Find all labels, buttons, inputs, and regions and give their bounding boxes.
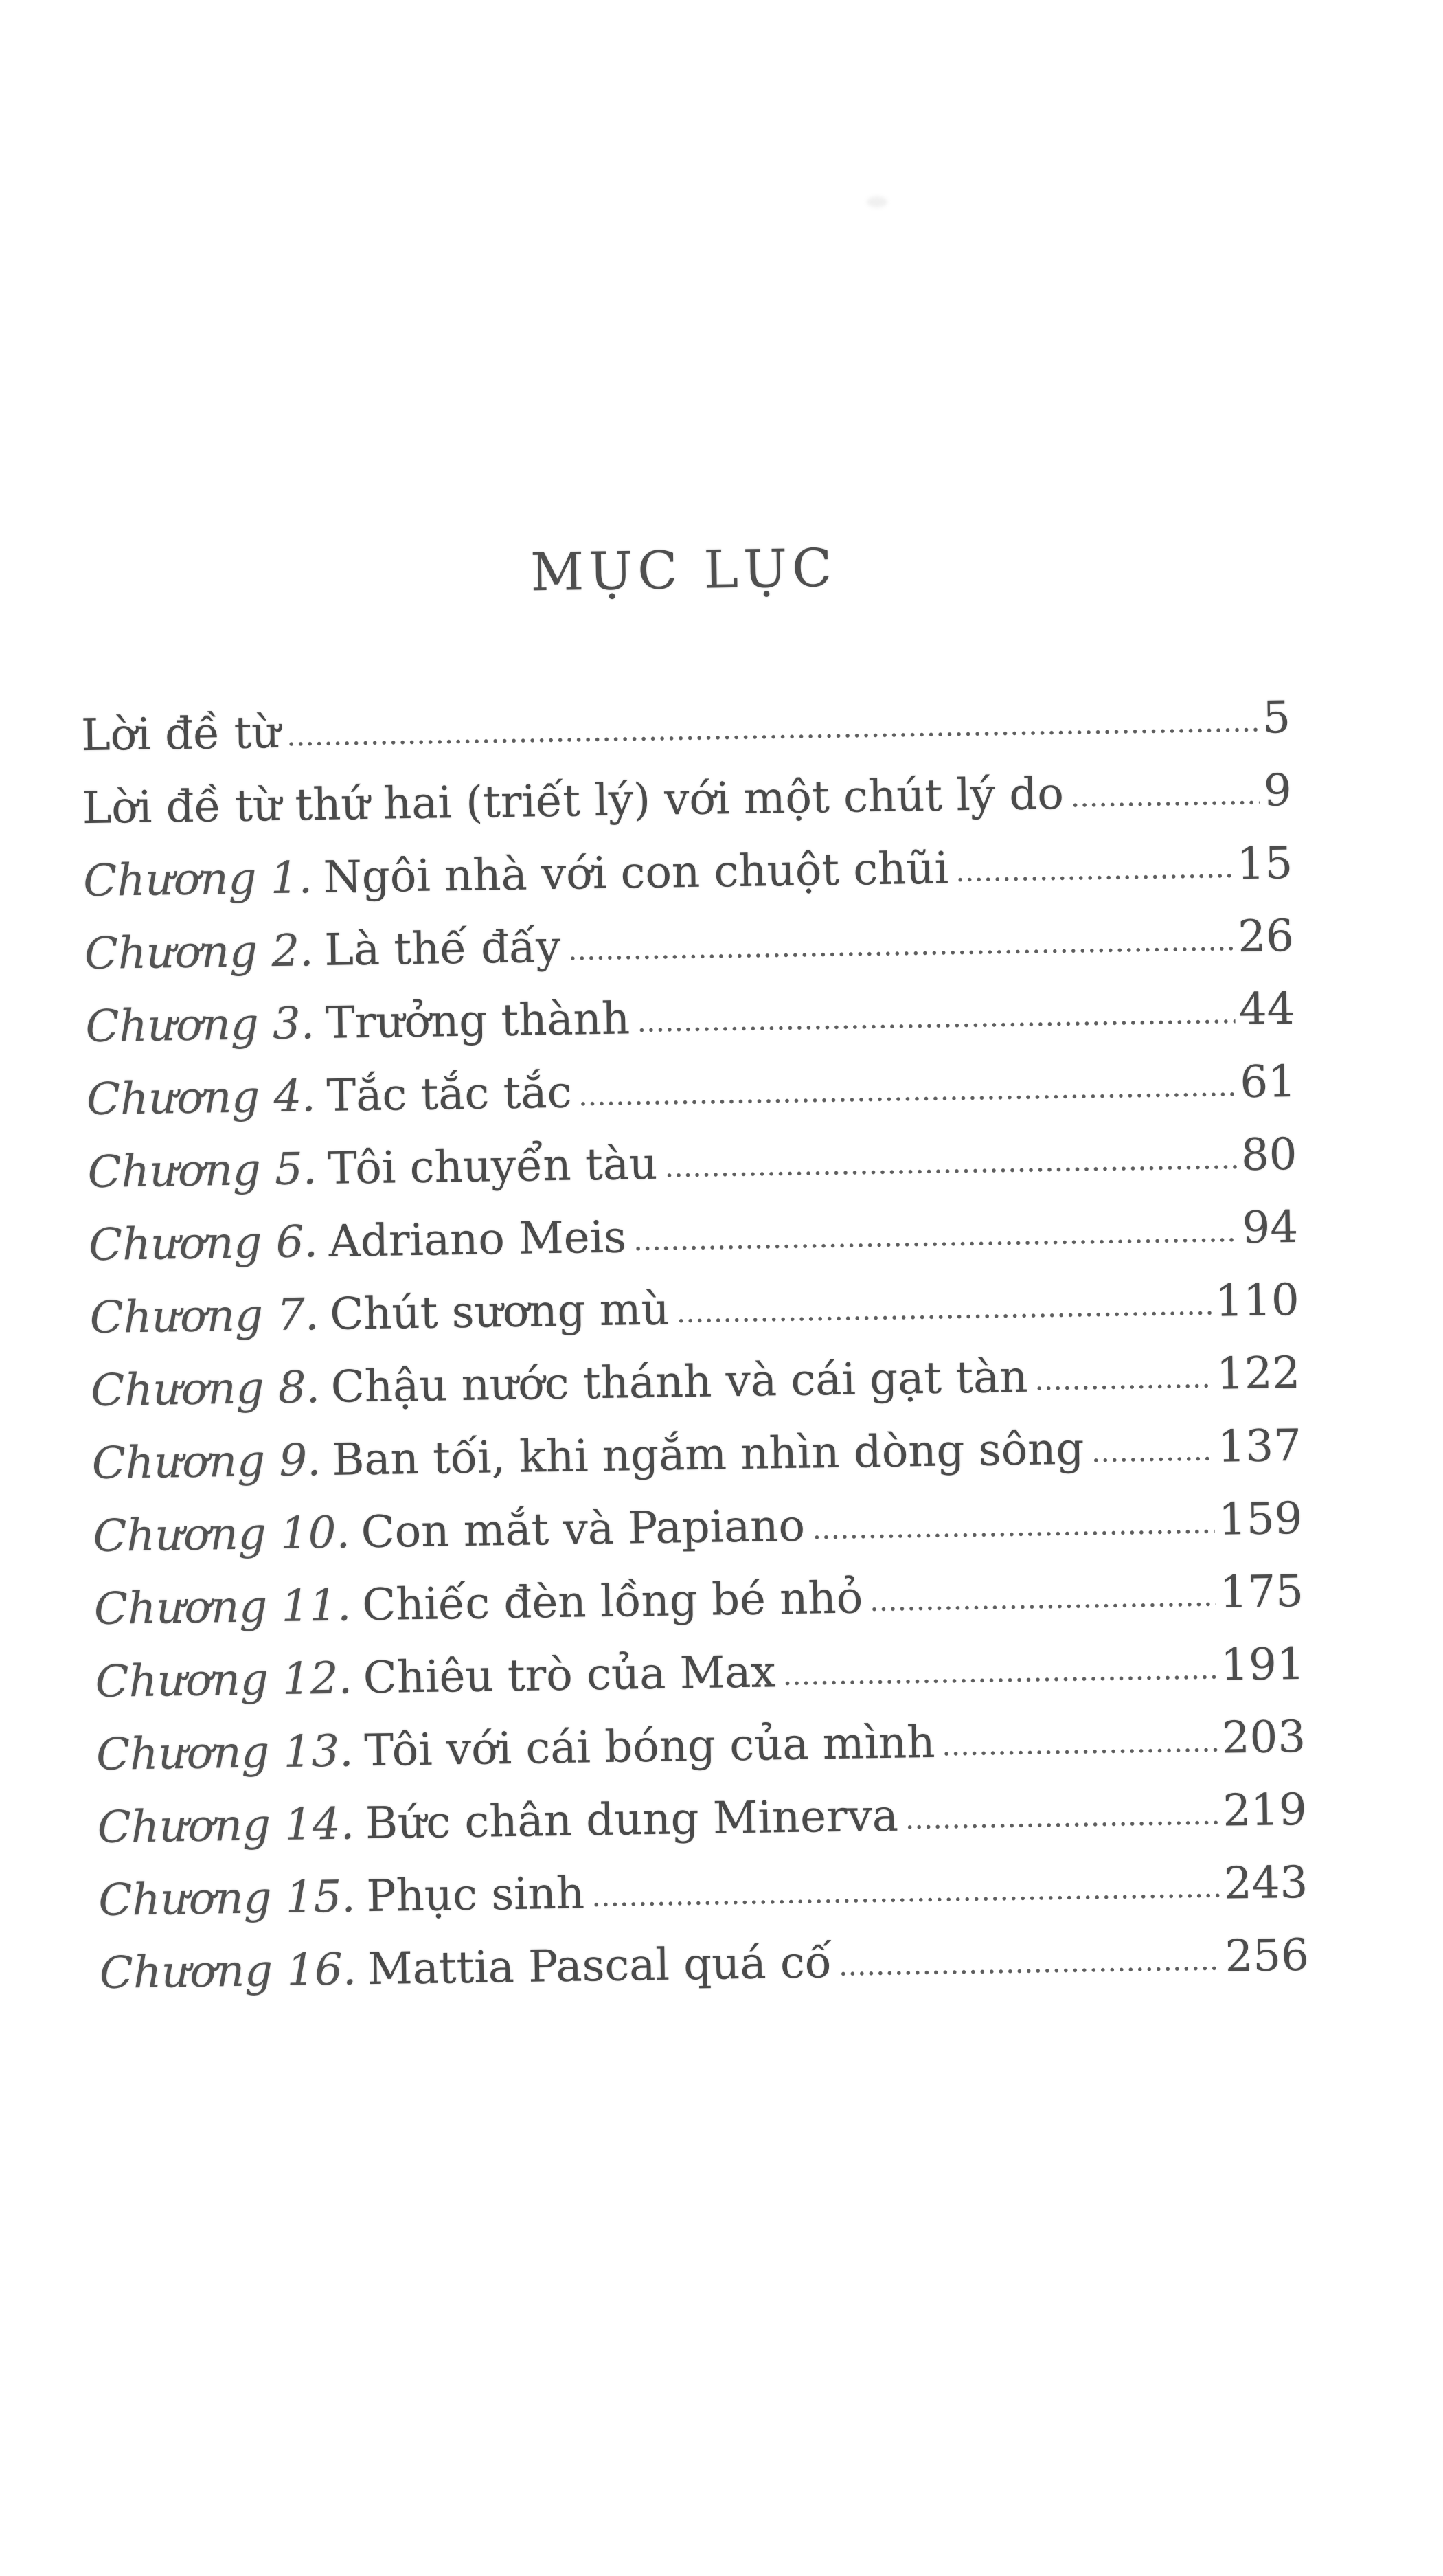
toc-entry-page-number: 61 [1239,1056,1297,1109]
toc-entry-title: Ban tối, khi ngắm nhìn dòng sông [331,1423,1084,1486]
dot-leader [677,1310,1212,1324]
toc-entry-title: Lời đề từ thứ hai (triết lý) với một chút lý do [82,768,1065,835]
dot-leader [287,727,1259,747]
dot-leader [955,872,1233,883]
toc-entry-page-number: 191 [1220,1638,1306,1691]
toc-entry-chapter-label: Chương 8. [90,1362,321,1417]
toc-entry-page-number: 15 [1236,838,1293,890]
dot-leader [839,1965,1221,1977]
page-content [78,535,1309,2018]
toc-entry-title: Tôi chuyển tàu [327,1138,658,1195]
toc-entry-title: Adriano Meis [328,1212,627,1267]
toc-entry-chapter-label: Chương 1. [82,852,313,907]
toc-entry-title: Chút sương mù [329,1284,670,1340]
dot-leader [1035,1383,1213,1392]
toc-entry-page-number: 219 [1222,1784,1308,1837]
toc-entry-page-number: 9 [1263,765,1293,817]
dot-leader [905,1820,1219,1831]
toc-entry-chapter-label: Chương 6. [88,1217,319,1272]
toc-entry-page-number: 175 [1219,1566,1304,1618]
toc-entry-title: Ngôi nhà với con chuột chũi [323,843,949,903]
toc-entry-title: Con mắt và Papiano [361,1500,806,1559]
toc-entry-chapter-label: Chương 3. [84,998,315,1053]
toc-list [81,690,1310,2018]
toc-entry-page-number: 80 [1240,1129,1298,1182]
toc-entry-page-number: 256 [1225,1930,1310,1982]
dot-leader [633,1236,1238,1252]
toc-entry-chapter-label: Chương 16. [99,1944,357,1999]
toc-entry-page-number: 203 [1221,1711,1306,1764]
toc-entry-title: Lời đề từ [80,707,281,762]
toc-entry-page-number: 44 [1238,983,1295,1036]
toc-entry-title: Chiêu trò của Max [363,1647,776,1704]
dot-leader [591,1893,1220,1908]
toc-entry-title: Mattia Pascal quá cố [367,1937,832,1996]
toc-entry-chapter-label: Chương 11. [93,1580,352,1636]
toc-entry-page-number: 110 [1214,1274,1300,1327]
dot-leader [568,945,1234,961]
toc-entry-chapter-label: Chương 9. [91,1435,321,1490]
toc-entry-page-number: 137 [1217,1420,1302,1473]
toc-entry-chapter-label: Chương 12. [95,1653,353,1708]
dot-leader [870,1601,1216,1612]
toc-entry-chapter-label: Chương 7. [89,1289,319,1344]
toc-entry-page-number: 94 [1242,1201,1299,1254]
toc-entry-page-number: 122 [1216,1347,1301,1400]
toc-entry-chapter-label: Chương 13. [95,1726,354,1781]
dot-leader [942,1747,1218,1757]
scan-smudge-artifact [867,196,887,207]
toc-entry-title: Chiếc đèn lồng bé nhỏ [361,1572,863,1631]
toc-entry-title: Tôi với cái bóng của mình [363,1717,935,1777]
toc-entry-title: Phục sinh [366,1868,585,1923]
toc-entry-page-number: 243 [1223,1857,1308,1910]
toc-entry-title: Là thế đấy [323,921,561,976]
toc-entry-title: Trưởng thành [325,993,630,1049]
dot-leader [637,1018,1235,1033]
toc-entry-chapter-label: Chương 2. [84,925,314,980]
toc-entry-title: Bức chân dung Minerva [365,1790,899,1850]
dot-leader [1091,1456,1214,1464]
dot-leader [783,1674,1217,1686]
dot-leader [1071,800,1260,809]
dot-leader [664,1164,1237,1178]
toc-entry-chapter-label: Chương 15. [98,1871,356,1926]
dot-leader [579,1091,1236,1107]
toc-entry-chapter-label: Chương 4. [86,1071,317,1126]
page-title: MỤC LỤC [530,536,837,603]
toc-entry-page-number: 26 [1237,910,1295,963]
toc-entry-chapter-label: Chương 14. [97,1798,355,1853]
toc-entry-title: Tắc tắc tắc [326,1067,572,1122]
dot-leader [812,1528,1214,1541]
toc-entry-page-number: 5 [1262,692,1291,744]
toc-entry-chapter-label: Chương 10. [92,1507,351,1563]
toc-entry-chapter-label: Chương 5. [87,1144,317,1199]
toc-entry-page-number: 159 [1218,1493,1303,1546]
toc-entry-title: Chậu nước thánh và cái gạt tàn [330,1351,1028,1413]
